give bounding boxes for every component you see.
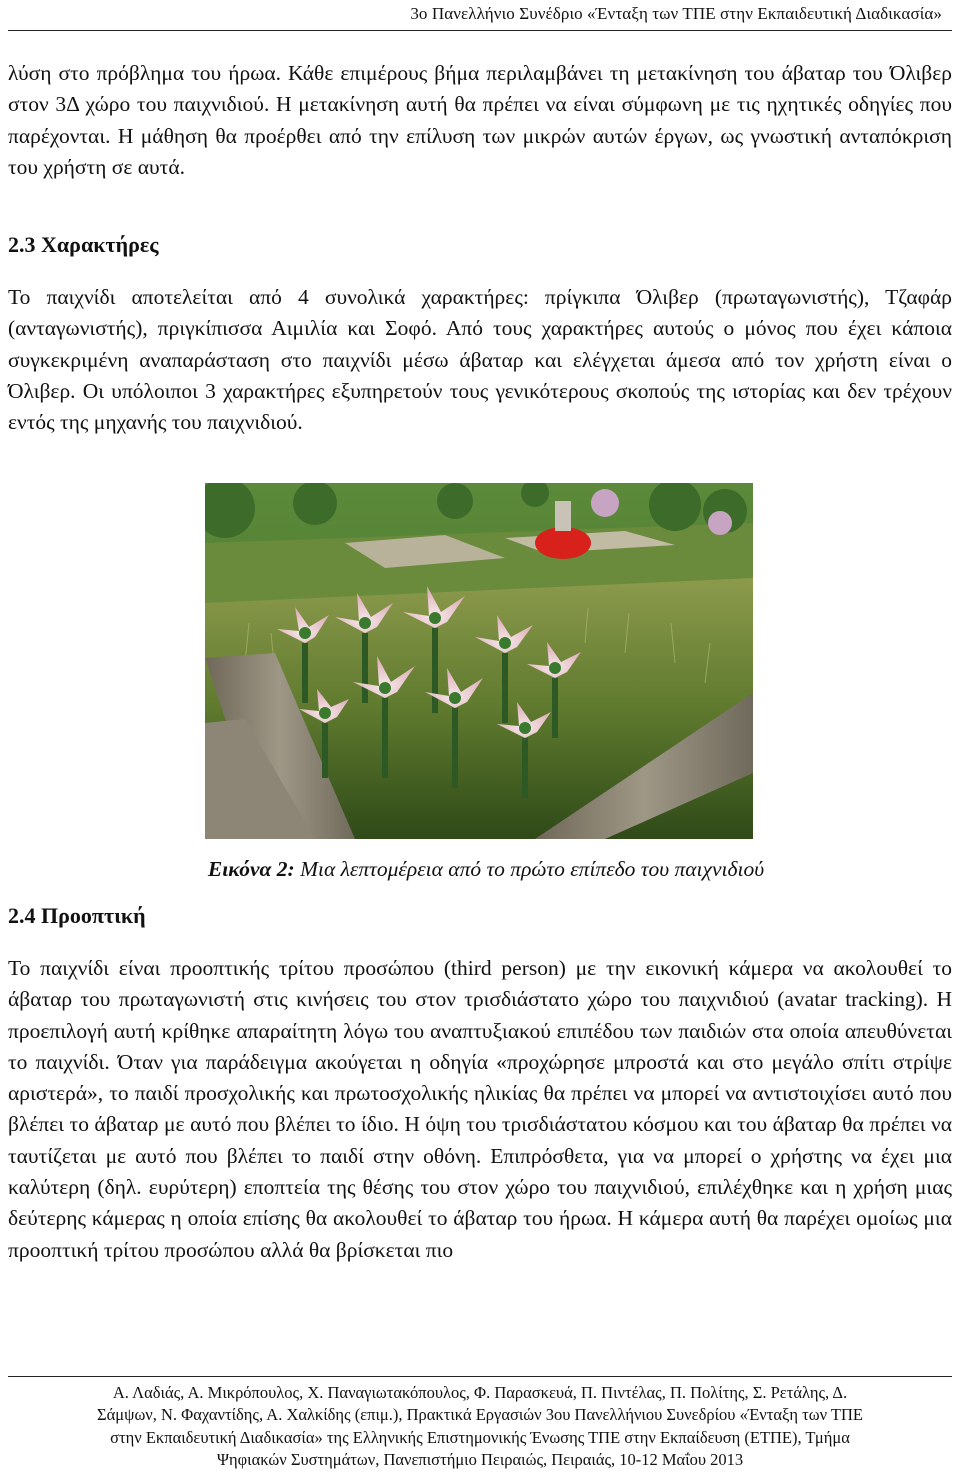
figure-caption-text: Μια λεπτομέρεια από το πρώτο επίπεδο του παιχνιδιού [300, 857, 765, 881]
footer-line: Α. Λαδιάς, Α. Μικρόπουλος, Χ. Παναγιωτακόπουλος, Φ. Παρασκευά, Π. Πιντέλας, Π. Πολίτης, Σ. Ρετάλης, Δ. [112, 1383, 848, 1402]
characters-paragraph: Το παιχνίδι αποτελείται από 4 συνολικά χαρακτήρες: πρίγκιπα Όλιβερ (πρωταγωνιστής), Τζαφάρ (ανταγωνιστής), πριγκίπισσα Αιμιλία και Σοφό. Από τους χαρακτήρες αυτούς ο μόνος που έχει κάποια συγκεκριμένη αναπαράσταση στο παιχνίδι μέσω άβαταρ και ελέγχεται άμεσα από τον χρήστη είναι ο Όλιβερ. Οι υπόλοιποι 3 χαρακτήρες εξυπηρετούν τους γενικότερους σκοπούς της ιστορίας και δεν τρέχουν εντός της μηχανής του παιχνιδιού. [8, 285, 952, 435]
figure-label: Εικόνα 2: [207, 857, 295, 881]
intro-paragraph: λύση στο πρόβλημα του ήρωα. Κάθε επιμέρους βήμα περιλαμβάνει τη μετακίνηση του άβαταρ του Όλιβερ στον 3Δ χώρο του παιχνιδιού. Η μετακίνηση αυτή θα πρέπει να είναι σύμφωνη με τις ηχητικές οδηγίες που παρέχονται. Η μάθηση θα προέρθει από την επίλυση των μικρών αυτών έργων, ως γνωστική ανταπόκριση του χρήστη σε αυτά. [8, 61, 952, 179]
game-screenshot-figure [205, 483, 753, 839]
running-header: 3ο Πανελλήνιο Συνέδριο «Ένταξη των ΤΠΕ στην Εκπαιδευτική Διαδικασία» [410, 4, 942, 23]
figure-caption [6, 857, 960, 882]
footer-line: στην Εκπαιδευτική Διαδικασία» της Ελληνικής Επιστημονικής Ένωσης ΤΠΕ στην Εκπαίδευση (ΕΤΠΕ), Τμήμα [110, 1427, 850, 1447]
game-scene-image [205, 483, 753, 839]
footer-rule [8, 1376, 952, 1377]
footer-line: Σάμψων, Ν. Φαχαντίδης, Α. Χαλκίδης (επιμ.), Πρακτικά Εργασιών 3ου Πανελλήνιου Συνεδρίου «Ένταξη των ΤΠΕ [97, 1405, 863, 1425]
section-heading-perspective: 2.4 Προοπτική [8, 903, 146, 928]
footer-citation [8, 1382, 952, 1471]
footer-line: Ψηφιακών Συστημάτων, Πανεπιστήμιο Πειραιώς, Πειραιάς, 10-12 Μαΐου 2013 [216, 1449, 744, 1469]
header-rule [8, 30, 952, 31]
perspective-paragraph: Το παιχνίδι είναι προοπτικής τρίτου προσώπου (third person) με την εικονική κάμερα να ακολουθεί το άβαταρ του πρωταγωνιστή στις κινήσεις του στον τρισδιάστατο χώρο του παιχνιδιού (avatar tracking). Η προεπιλογή αυτή κρίθηκε απαραίτητη λόγω του αναπτυξιακού επιπέδου των παιδιών στα οποία απευθύνεται το παιχνίδι. Όταν για παράδειγμα ακούγεται η οδηγία «προχώρησε μπροστά και στο μεγάλο σπίτι στρίψε αριστερά», το παιδί προσχολικής και πρωτοσχολικής ηλικίας θα πρέπει να μπορεί να αντιστοιχίσει αυτό που βλέπει το άβαταρ με αυτό που βλέπει το ίδιο. Η όψη του τρισδιάστατου κόσμου και του άβαταρ θα πρέπει να ταυτίζεται με αυτό που βλέπει το παιδί στην οθόνη. Επιπρόσθετα, για να μπορεί ο χρήστης να έχει μια καλύτερη (δηλ. ευρύτερη) εποπτεία της θέσης του στον χώρο του παιχνιδιού, επιλέχθηκε και η χρήση μιας δεύτερης κάμερας η οποία επίσης θα ακολουθεί το άβαταρ του ήρωα. Η κάμερα αυτή θα παρέχει ομοίως μια προοπτική τρίτου προσώπου αλλά θα βρίσκεται πιο [8, 956, 952, 1262]
section-heading-characters: 2.3 Χαρακτήρες [8, 232, 159, 257]
